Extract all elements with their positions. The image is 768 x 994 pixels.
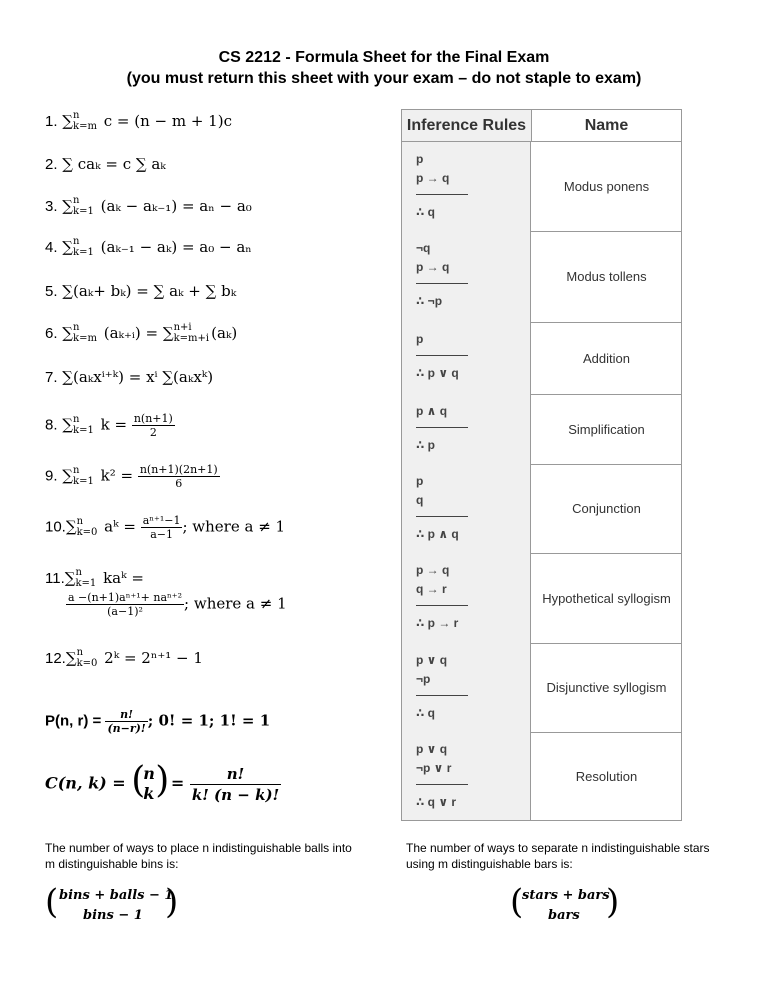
formula-body: 2ᵏ = 2ⁿ⁺¹ − 1 xyxy=(104,649,203,667)
formula-number: 6. xyxy=(45,325,58,342)
inference-rules-table xyxy=(401,109,682,821)
formula-number: 10. xyxy=(45,518,66,536)
table-row xyxy=(402,322,681,395)
formula-11 xyxy=(45,568,144,590)
premise: ¬q xyxy=(416,241,431,255)
formula-number: 4. xyxy=(45,239,58,256)
fraction: $\frac{\text{a −(n+1)aⁿ⁺¹+ naⁿ⁺²}}{\text{(a−1)²}}$ xyxy=(68,591,183,618)
sum-symbol: ∑ xyxy=(65,649,77,667)
sum-symbol: ∑ xyxy=(65,517,77,536)
table-row xyxy=(402,643,681,733)
table-row xyxy=(402,142,681,232)
sum-symbol: ∑ xyxy=(62,197,74,215)
rule-divider xyxy=(416,277,468,284)
stars-bars-binomial: ( stars + bars bars ) xyxy=(510,882,620,923)
combination-formula xyxy=(45,762,281,806)
rule-name: Resolution xyxy=(575,768,638,784)
premise: p xyxy=(416,474,424,488)
rule-divider xyxy=(416,349,468,356)
rule-divider xyxy=(416,188,468,195)
rule-divider xyxy=(416,510,468,517)
sum-limits-2: n+i k=m+i xyxy=(173,322,210,344)
formula-9 xyxy=(45,463,220,490)
conclusion: ∴ p ∧ q xyxy=(416,527,459,541)
formula-2 xyxy=(45,155,166,173)
fraction: $\frac{n!}{(n-r)!}$ xyxy=(107,708,146,735)
table-row xyxy=(402,553,681,644)
formula-number: 5. xyxy=(45,283,58,300)
table-header xyxy=(402,110,681,142)
formula-label: C(n, k) = xyxy=(45,773,126,793)
sum-limits: n k=1 xyxy=(75,567,97,589)
formula-body: (aₖ − aₖ₋₁) = aₙ − a₀ xyxy=(100,197,252,215)
formula-body: kaᵏ = xyxy=(103,569,144,587)
premise: q → r xyxy=(416,582,447,596)
sum-symbol: ∑ xyxy=(62,324,74,342)
formula-body: c = (n − m + 1)c xyxy=(103,112,232,130)
balls-bins-binomial: ( bins + balls − 1 bins − 1 ) xyxy=(45,882,179,923)
conclusion: ∴ p → r xyxy=(416,616,459,630)
rule-name: Modus ponens xyxy=(563,179,650,194)
fraction: $\frac{\text{aⁿ⁺¹−1}}{a-1}$ xyxy=(142,514,181,541)
formula-1 xyxy=(45,111,232,133)
premise: p ∨ q xyxy=(416,653,448,667)
formula-body: (aₖ₊ᵢ) = ∑ xyxy=(103,324,174,342)
conclusion: ∴ q ∨ r xyxy=(416,795,457,809)
premise: ¬p ∨ r xyxy=(416,761,452,775)
formula-body: aᵏ = xyxy=(104,517,136,536)
rule-name: Disjunctive syllogism xyxy=(546,680,667,695)
premise: ¬p xyxy=(416,672,431,686)
conclusion: ∴ p ∨ q xyxy=(416,366,459,380)
rule-name: Addition xyxy=(583,350,630,366)
sum-limits: n k=0 xyxy=(76,647,98,669)
fraction: $\frac{n!}{k! (n - k)!}$ xyxy=(191,764,280,804)
formula-number: 2. xyxy=(45,156,58,173)
premise: q xyxy=(416,493,424,507)
balls-bins-note: The number of ways to place n indistinguishable balls into m distinguishable bins is: xyxy=(45,841,352,871)
formula-tail: ; 0! = 1; 1! = 1 xyxy=(147,711,271,730)
formula-number: 7. xyxy=(45,369,58,386)
premise: p xyxy=(416,152,424,166)
formula-5 xyxy=(45,282,236,300)
formula-body-2: (aₖ) xyxy=(211,324,238,342)
premise: p → q xyxy=(416,563,450,577)
sum-limits: n k=1 xyxy=(73,413,94,436)
table-row xyxy=(402,394,681,465)
formula-12 xyxy=(45,648,203,670)
sum-symbol: ∑ xyxy=(62,112,74,130)
formula-body: (aₖ₋₁ − aₖ) = a₀ − aₙ xyxy=(100,238,252,256)
rule-name: Hypothetical syllogism xyxy=(542,590,671,606)
formula-4 xyxy=(45,237,252,259)
formula-condition: ; where a ≠ 1 xyxy=(184,594,287,613)
sum-symbol: ∑ xyxy=(62,415,74,434)
formula-3 xyxy=(45,196,252,218)
title-line-2: (you must return this sheet with your exam – do not staple to exam) xyxy=(126,70,642,87)
formula-label: P(n, r) = xyxy=(45,712,102,730)
header-inference-rules: Inference Rules xyxy=(402,110,532,141)
conclusion: ∴ ¬p xyxy=(416,294,443,308)
formula-number: 9. xyxy=(45,467,58,485)
rule-name: Simplification xyxy=(568,421,645,437)
inference-rule xyxy=(402,394,531,464)
sum-limits: n k=1 xyxy=(73,195,94,217)
rule-divider xyxy=(416,689,468,696)
formula-7 xyxy=(45,368,213,386)
premise: p → q xyxy=(416,171,450,185)
binomial: ( n k ) xyxy=(131,760,170,803)
formula-body: ∑ caₖ = c ∑ aₖ xyxy=(62,155,166,173)
sum-limits: n k=m xyxy=(73,322,97,344)
formula-condition: ; where a ≠ 1 xyxy=(182,517,286,536)
inference-rule xyxy=(402,142,531,231)
inference-rule xyxy=(402,643,531,732)
conclusion: ∴ q xyxy=(416,205,436,219)
rule-name: Modus tollens xyxy=(566,269,647,284)
formula-number: 3. xyxy=(45,198,58,215)
formula-body: ∑(aₖ+ bₖ) = ∑ aₖ + ∑ bₖ xyxy=(62,282,237,300)
rule-divider xyxy=(416,599,468,606)
rule-name: Conjunction xyxy=(572,501,641,516)
premise: p ∨ q xyxy=(416,742,448,756)
premise: p ∧ q xyxy=(416,404,448,418)
formula-number: 8. xyxy=(45,416,58,434)
premise: p xyxy=(416,332,424,346)
stars-bars-note: The number of ways to separate n indistinguishable stars using m distinguishable bars is: xyxy=(406,841,710,871)
formula-body: k² = xyxy=(100,466,134,485)
formula-10 xyxy=(45,514,285,541)
conclusion: ∴ q xyxy=(416,706,436,720)
inference-rule xyxy=(402,231,531,322)
formula-11-fraction-line xyxy=(66,591,287,618)
premise: p → q xyxy=(416,260,450,274)
inference-rule xyxy=(402,464,531,553)
formula-body: k = xyxy=(100,415,128,434)
formula-number: 1. xyxy=(45,113,58,130)
rule-divider xyxy=(416,778,468,785)
permutation-formula xyxy=(45,708,270,735)
equals-sign: = xyxy=(170,773,185,793)
formula-number: 11. xyxy=(45,570,65,587)
formula-number: 12. xyxy=(45,650,66,667)
sum-symbol: ∑ xyxy=(62,466,74,485)
sum-limits: n k=m xyxy=(73,110,97,132)
sum-limits: n k=1 xyxy=(73,236,94,258)
sum-limits: n k=0 xyxy=(76,515,98,538)
table-row xyxy=(402,231,681,323)
sum-limits: n k=1 xyxy=(73,464,94,487)
inference-rule xyxy=(402,322,531,394)
fraction: $\frac{n(n+1)(2n+1)}{6}$ xyxy=(139,463,218,490)
header-name: Name xyxy=(584,117,629,134)
table-row xyxy=(402,464,681,554)
formula-body: ∑(aₖxⁱ⁺ᵏ) = xⁱ ∑(aₖxᵏ) xyxy=(62,368,214,386)
formula-8 xyxy=(45,412,175,439)
inference-rule xyxy=(402,732,531,820)
rule-divider xyxy=(416,421,468,428)
title-line-1: CS 2212 - Formula Sheet for the Final Exam xyxy=(218,49,550,66)
conclusion: ∴ p xyxy=(416,438,436,452)
inference-rule xyxy=(402,553,531,643)
formula-6 xyxy=(45,323,237,345)
sum-symbol: ∑ xyxy=(62,238,74,256)
table-row xyxy=(402,732,681,820)
fraction: $\frac{n(n+1)}{2}$ xyxy=(133,412,173,439)
sum-symbol: ∑ xyxy=(64,569,76,587)
